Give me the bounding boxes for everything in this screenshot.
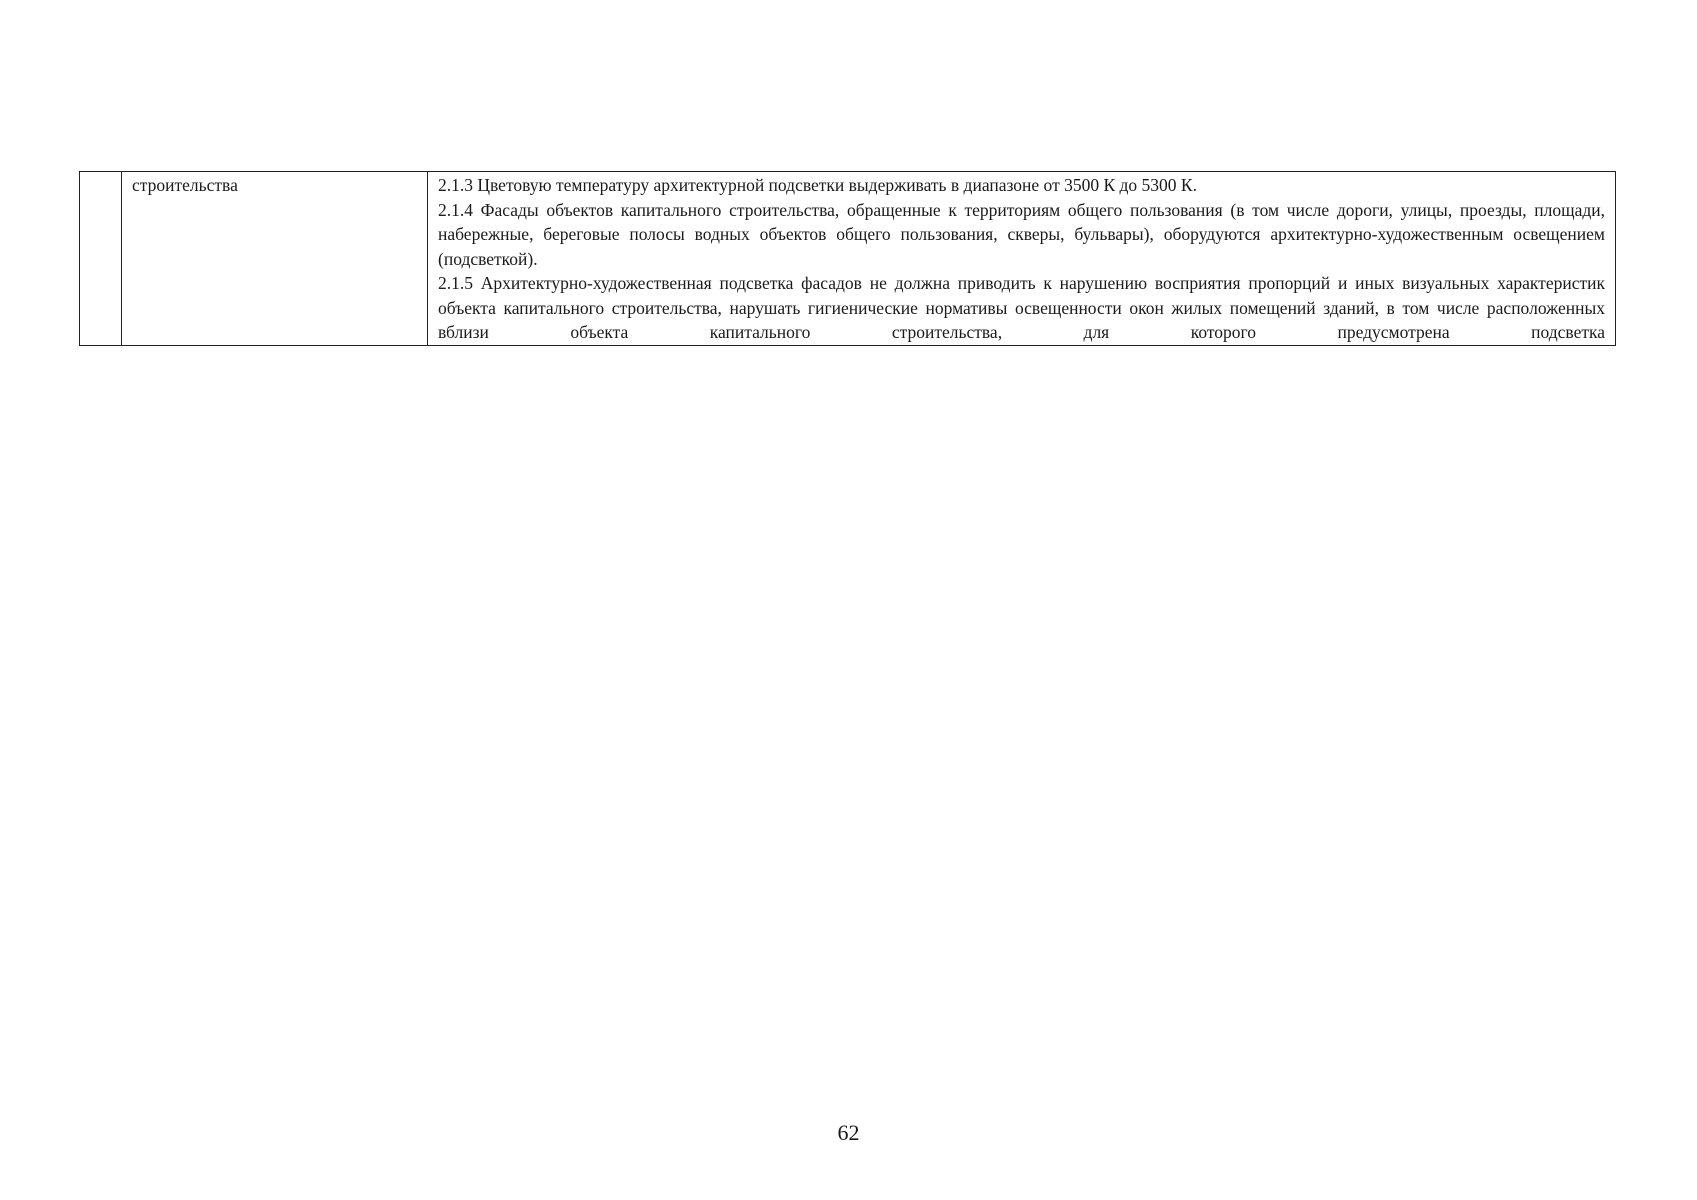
table-row — [80, 172, 1616, 346]
paragraph-2-1-5: 2.1.5 Архитектурно-художественная подсветка фасадов не должна приводить к нарушению восприятия пропорций и иных визуальных характеристик объекта капитального строительства, нарушать гигиенические нормативы освещенности окон жилых помещений зданий, в том числе расположенных вблизи объекта капитального строительства, для которого предусмотрена подсветка — [438, 273, 1605, 342]
requirements-table — [79, 171, 1616, 346]
row-number-cell — [80, 172, 122, 346]
row-content-cell — [428, 172, 1616, 346]
paragraph-2-1-4: 2.1.4 Фасады объектов капитального строительства, обращенные к территориям общего пользования (в том числе дороги, улицы, проезды, площади, набережные, береговые полосы водных объектов общего пользования, скверы, бульвары), оборудуются архитектурно-художественным освещением (подсветкой). — [438, 199, 1605, 269]
row-label-cell: строительства — [122, 172, 428, 346]
paragraph-2-1-3: 2.1.3 Цветовую температуру архитектурной подсветки выдерживать в диапазоне от 3500 К до 5300 К. — [438, 175, 1197, 195]
page-number: 62 — [837, 1120, 860, 1145]
